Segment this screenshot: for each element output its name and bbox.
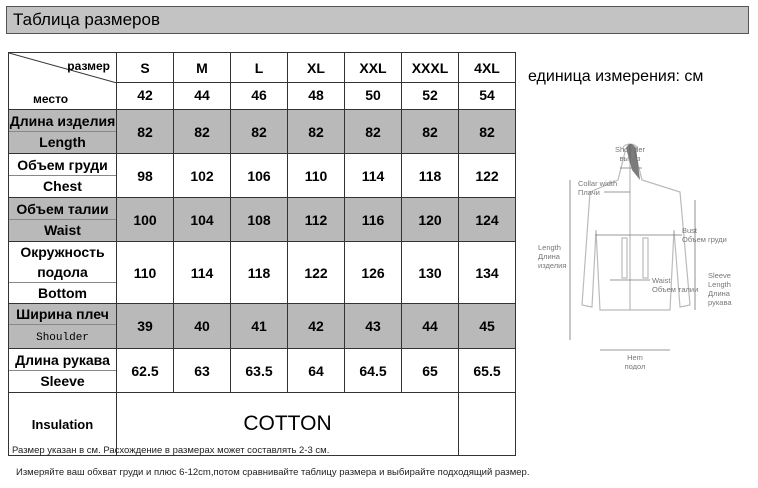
table-cell: 116 — [345, 198, 402, 242]
place-value: 54 — [479, 86, 495, 103]
place-value: 50 — [365, 86, 381, 103]
size-label: XXXL — [411, 59, 449, 76]
collar-ru-label: Плачи — [578, 188, 600, 197]
table-cell: 110 — [288, 154, 345, 198]
sleeve-ru-label-1: Length — [708, 280, 731, 289]
sleeve-ru-label-3: рукава — [708, 298, 732, 307]
size-column-m — [174, 53, 231, 110]
table-cell: 118 — [231, 242, 288, 304]
table-cell: 65.5 — [459, 349, 516, 393]
table-row-waist — [9, 198, 516, 242]
hem-ru-label: подол — [624, 362, 646, 370]
row-label: Длина изделия Length — [9, 110, 117, 154]
table-cell: 122 — [288, 242, 345, 304]
table-row-chest — [9, 154, 516, 198]
table-cell: 98 — [117, 154, 174, 198]
table-cell: 106 — [231, 154, 288, 198]
table-cell: 63 — [174, 349, 231, 393]
row-label: Длина рукава Sleeve — [9, 349, 117, 393]
table-cell: 82 — [288, 110, 345, 154]
size-header-label: размер — [67, 59, 110, 73]
size-label: S — [140, 59, 150, 76]
table-cell: 39 — [117, 304, 174, 349]
table-corner-header — [9, 53, 117, 110]
row-label: Insulation — [9, 393, 117, 456]
bust-ru-label: Объем груди — [682, 235, 727, 244]
table-cell: 82 — [345, 110, 402, 154]
size-column-l — [231, 53, 288, 110]
sleeve-label: Sleeve — [708, 271, 731, 280]
table-cell: 108 — [231, 198, 288, 242]
table-cell: 43 — [345, 304, 402, 349]
size-chart-table — [8, 52, 516, 456]
table-cell: 100 — [117, 198, 174, 242]
table-cell: 82 — [231, 110, 288, 154]
hem-label: Hem — [627, 353, 643, 362]
place-value: 44 — [194, 86, 210, 103]
table-cell: 126 — [345, 242, 402, 304]
sleeve-ru-label-2: Длина — [708, 289, 730, 298]
table-cell: 45 — [459, 304, 516, 349]
table-cell: 63.5 — [231, 349, 288, 393]
table-cell: 114 — [345, 154, 402, 198]
table-cell: 110 — [117, 242, 174, 304]
row-label: Окружность подола Bottom — [9, 242, 117, 304]
waist-ru-label: Объем талии — [652, 285, 699, 294]
place-value: 48 — [308, 86, 324, 103]
place-value: 52 — [422, 86, 438, 103]
table-cell: 82 — [117, 110, 174, 154]
size-note: Размер указан в см. Расхождение в размерах может составлять 2-3 см. — [12, 445, 330, 456]
shoulder-label: Shoulder — [614, 145, 646, 154]
table-cell: 82 — [459, 110, 516, 154]
size-label: L — [254, 59, 264, 76]
table-row-sleeve — [9, 349, 516, 393]
table-cell: 102 — [174, 154, 231, 198]
place-value: 46 — [251, 86, 267, 103]
table-cell-empty — [459, 393, 516, 456]
table-cell: 41 — [231, 304, 288, 349]
row-label: Ширина плеч Shoulder — [9, 304, 117, 349]
length-label: Length — [538, 243, 561, 252]
table-cell: 82 — [402, 110, 459, 154]
length-ru-label-2: изделия — [538, 261, 567, 270]
page-title: Таблица размеров — [6, 6, 749, 34]
size-column-4xl — [459, 53, 516, 110]
table-cell: 40 — [174, 304, 231, 349]
table-cell: 82 — [174, 110, 231, 154]
table-cell: 124 — [459, 198, 516, 242]
table-row-bottom — [9, 242, 516, 304]
shoulder-ru-label: вырез — [619, 154, 641, 163]
table-cell: 64 — [288, 349, 345, 393]
size-column-s — [117, 53, 174, 110]
table-cell: 130 — [402, 242, 459, 304]
table-cell: 118 — [402, 154, 459, 198]
unit-label: единица измерения: см — [528, 68, 704, 85]
size-column-xxl — [345, 53, 402, 110]
collar-label: Collar width — [578, 179, 618, 188]
size-label: 4XL — [474, 59, 500, 76]
table-row-length — [9, 110, 516, 154]
size-label: XXL — [359, 59, 387, 76]
table-cell: 122 — [459, 154, 516, 198]
size-label: M — [196, 59, 208, 76]
table-row-shoulder — [9, 304, 516, 349]
table-cell: 104 — [174, 198, 231, 242]
length-ru-label-1: Длина — [538, 252, 560, 261]
bust-label: Bust — [682, 226, 698, 235]
table-cell: 42 — [288, 304, 345, 349]
table-cell: 62.5 — [117, 349, 174, 393]
row-label: Объем груди Chest — [9, 154, 117, 198]
table-cell: 64.5 — [345, 349, 402, 393]
waist-label: Waist — [652, 276, 671, 285]
table-cell: 65 — [402, 349, 459, 393]
place-header-label: место — [33, 92, 69, 106]
size-column-xl — [288, 53, 345, 110]
size-column-xxxl — [402, 53, 459, 110]
size-label: XL — [307, 59, 325, 76]
table-cell: 112 — [288, 198, 345, 242]
measure-note: Измеряйте ваш обхват груди и плюс 6-12cm,потом сравнивайте таблицу размера и выбирайте подходящий размер. — [16, 467, 530, 478]
table-cell: 114 — [174, 242, 231, 304]
jacket-diagram — [530, 140, 745, 370]
row-label: Объем талии Waist — [9, 198, 117, 242]
table-cell: 134 — [459, 242, 516, 304]
place-value: 42 — [137, 86, 153, 103]
table-cell: 120 — [402, 198, 459, 242]
table-cell: 44 — [402, 304, 459, 349]
insulation-value: COTTON — [117, 393, 459, 456]
